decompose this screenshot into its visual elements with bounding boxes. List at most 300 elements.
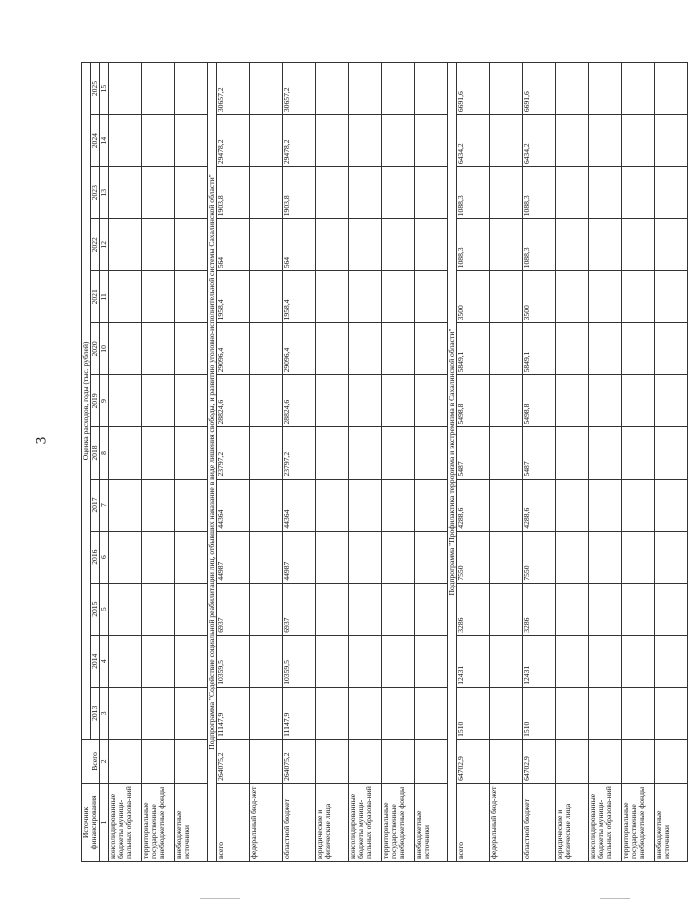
value-cell: [621, 427, 654, 479]
value-cell: [414, 687, 447, 739]
value-cell: 1088,3: [456, 219, 489, 271]
value-cell: 1088,3: [522, 167, 555, 219]
value-cell: [381, 687, 414, 739]
value-cell: [414, 323, 447, 375]
value-cell: [141, 479, 174, 531]
column-number: 5: [99, 583, 108, 635]
value-cell: [249, 739, 282, 783]
column-number: 8: [99, 427, 108, 479]
value-cell: [414, 63, 447, 115]
value-cell: [141, 323, 174, 375]
value-cell: [489, 115, 522, 167]
value-cell: 4288,6: [456, 479, 489, 531]
value-cell: [381, 583, 414, 635]
value-cell: [108, 739, 141, 783]
value-cell: 5498,8: [456, 375, 489, 427]
value-cell: [381, 427, 414, 479]
value-cell: [414, 115, 447, 167]
value-cell: [588, 375, 621, 427]
value-cell: [315, 63, 348, 115]
value-cell: [654, 63, 687, 115]
year-header: 2016: [91, 531, 100, 583]
column-number: 7: [99, 479, 108, 531]
value-cell: [414, 635, 447, 687]
value-cell: [174, 479, 207, 531]
table-row: [141, 63, 174, 862]
value-cell: [654, 427, 687, 479]
value-cell: [108, 167, 141, 219]
value-cell: [348, 531, 381, 583]
column-number: 10: [99, 323, 108, 375]
row-label: консолидированные бюджеты муници-пальных образова-ний: [348, 783, 381, 861]
value-cell: 1088,3: [522, 219, 555, 271]
table-row: [555, 63, 588, 862]
value-cell: [348, 635, 381, 687]
column-number: 6: [99, 531, 108, 583]
value-cell: [489, 583, 522, 635]
row-label: внебюджетные источники: [174, 783, 207, 861]
value-cell: [489, 479, 522, 531]
value-cell: [141, 63, 174, 115]
value-cell: [348, 583, 381, 635]
row-label: областной бюджет: [522, 783, 555, 861]
table-row: [621, 63, 654, 862]
value-cell: 1958,4: [282, 271, 315, 323]
value-cell: [555, 583, 588, 635]
column-number: 15: [99, 63, 108, 115]
table-row: [456, 63, 489, 862]
value-cell: [414, 427, 447, 479]
value-cell: [654, 687, 687, 739]
value-cell: [381, 115, 414, 167]
value-cell: [489, 427, 522, 479]
value-cell: [348, 375, 381, 427]
value-cell: 1903,8: [216, 167, 249, 219]
value-cell: [489, 219, 522, 271]
value-cell: [555, 167, 588, 219]
value-cell: 64702,9: [456, 739, 489, 783]
column-number: 13: [99, 167, 108, 219]
value-cell: [249, 271, 282, 323]
value-cell: [315, 635, 348, 687]
table-row: [489, 63, 522, 862]
value-cell: [621, 167, 654, 219]
value-cell: [315, 219, 348, 271]
value-cell: 6434,2: [522, 115, 555, 167]
value-cell: [381, 635, 414, 687]
table-row: [522, 63, 555, 862]
value-cell: [108, 427, 141, 479]
value-cell: [141, 583, 174, 635]
value-cell: 29478,2: [282, 115, 315, 167]
value-cell: [348, 219, 381, 271]
value-cell: 5487: [522, 427, 555, 479]
value-cell: [108, 583, 141, 635]
value-cell: [348, 63, 381, 115]
value-cell: 264075,2: [282, 739, 315, 783]
value-cell: [174, 635, 207, 687]
value-cell: [315, 687, 348, 739]
value-cell: [108, 531, 141, 583]
table-row: [216, 63, 249, 862]
year-header: 2024: [91, 115, 100, 167]
value-cell: [174, 427, 207, 479]
value-cell: [315, 531, 348, 583]
value-cell: [108, 375, 141, 427]
page-number: 3: [33, 436, 50, 445]
value-cell: 6691,6: [522, 63, 555, 115]
year-header: 2021: [91, 271, 100, 323]
year-header: 2017: [91, 479, 100, 531]
value-cell: [249, 219, 282, 271]
value-cell: 5849,1: [456, 323, 489, 375]
value-cell: [621, 635, 654, 687]
value-cell: 12431: [456, 635, 489, 687]
value-cell: [249, 635, 282, 687]
value-cell: [381, 739, 414, 783]
value-cell: [315, 323, 348, 375]
value-cell: [654, 167, 687, 219]
value-cell: [414, 479, 447, 531]
row-label: территориальные государственные внебюджетные фонды: [381, 783, 414, 861]
value-cell: [588, 479, 621, 531]
year-header: 2019: [91, 375, 100, 427]
value-cell: [654, 323, 687, 375]
value-cell: 29478,2: [216, 115, 249, 167]
value-cell: 44364: [282, 479, 315, 531]
value-cell: [621, 583, 654, 635]
value-cell: 1510: [522, 687, 555, 739]
value-cell: 3500: [456, 271, 489, 323]
value-cell: [588, 271, 621, 323]
value-cell: 1088,3: [456, 167, 489, 219]
year-header: 2022: [91, 219, 100, 271]
value-cell: 264075,2: [216, 739, 249, 783]
row-label: юридические и физические лица: [315, 783, 348, 861]
value-cell: 5498,8: [522, 375, 555, 427]
value-cell: [174, 219, 207, 271]
column-number: 12: [99, 219, 108, 271]
year-header: 2015: [91, 583, 100, 635]
value-cell: [489, 531, 522, 583]
value-cell: [381, 323, 414, 375]
value-cell: 29096,4: [216, 323, 249, 375]
value-cell: [588, 323, 621, 375]
row-label: территориальные государственные внебюджетные фонды: [621, 783, 654, 861]
value-cell: [555, 479, 588, 531]
value-cell: [654, 115, 687, 167]
value-cell: 44987: [282, 531, 315, 583]
value-cell: [621, 323, 654, 375]
value-cell: [588, 739, 621, 783]
subprogram-title: Подпрограмма "Содействие социальной реабилитации лиц, отбывших наказание в виде лишения свободы, и развитию уголовно-исполнительной системы Сахалинской области": [207, 63, 216, 862]
value-cell: [348, 427, 381, 479]
value-cell: [489, 271, 522, 323]
value-cell: [174, 115, 207, 167]
value-cell: [588, 167, 621, 219]
table-row: [249, 63, 282, 862]
value-cell: [141, 531, 174, 583]
value-cell: 23797,2: [216, 427, 249, 479]
value-cell: [654, 271, 687, 323]
value-cell: [174, 63, 207, 115]
table-row: [348, 63, 381, 862]
value-cell: 28824,6: [282, 375, 315, 427]
row-label: федеральный бюд-жет: [249, 783, 282, 861]
subprogram-title: Подпрограмма "Профилактика терроризма и экстремизма в Сахалинской области": [447, 63, 456, 862]
value-cell: [654, 479, 687, 531]
scan-mark: [200, 898, 240, 899]
column-number: 1: [99, 783, 108, 861]
table-row: [174, 63, 207, 862]
value-cell: 1510: [456, 687, 489, 739]
value-cell: 23797,2: [282, 427, 315, 479]
header-group: Оценка расходов, годы (тыс. рублей): [82, 63, 91, 740]
value-cell: 7550: [522, 531, 555, 583]
value-cell: [141, 739, 174, 783]
value-cell: [621, 271, 654, 323]
table-row: [282, 63, 315, 862]
value-cell: [381, 63, 414, 115]
value-cell: [555, 531, 588, 583]
value-cell: [315, 583, 348, 635]
value-cell: 11147,9: [282, 687, 315, 739]
value-cell: [381, 271, 414, 323]
value-cell: [249, 583, 282, 635]
value-cell: [381, 479, 414, 531]
table-row: [381, 63, 414, 862]
value-cell: [414, 219, 447, 271]
value-cell: [348, 739, 381, 783]
value-cell: [249, 427, 282, 479]
value-cell: [249, 323, 282, 375]
value-cell: [141, 167, 174, 219]
value-cell: [414, 739, 447, 783]
value-cell: [654, 739, 687, 783]
value-cell: [315, 479, 348, 531]
year-header: 2025: [91, 63, 100, 115]
value-cell: [489, 323, 522, 375]
value-cell: [654, 531, 687, 583]
value-cell: 1958,4: [216, 271, 249, 323]
value-cell: [174, 271, 207, 323]
value-cell: [348, 479, 381, 531]
header-total: Всего: [82, 739, 100, 783]
value-cell: [588, 635, 621, 687]
value-cell: [489, 167, 522, 219]
column-number: 2: [99, 739, 108, 783]
value-cell: [414, 271, 447, 323]
value-cell: [249, 375, 282, 427]
value-cell: [588, 687, 621, 739]
value-cell: 5849,1: [522, 323, 555, 375]
value-cell: [348, 687, 381, 739]
row-label: юридические и физические лица: [555, 783, 588, 861]
value-cell: 4288,6: [522, 479, 555, 531]
value-cell: [621, 375, 654, 427]
year-header: 2020: [91, 323, 100, 375]
value-cell: [348, 271, 381, 323]
financing-table: [81, 62, 688, 862]
value-cell: [141, 271, 174, 323]
value-cell: 3500: [522, 271, 555, 323]
value-cell: 6937: [216, 583, 249, 635]
value-cell: [348, 167, 381, 219]
value-cell: 10359,5: [282, 635, 315, 687]
value-cell: 3286: [456, 583, 489, 635]
value-cell: [489, 63, 522, 115]
table-row: [588, 63, 621, 862]
value-cell: [141, 635, 174, 687]
value-cell: [588, 531, 621, 583]
value-cell: [555, 115, 588, 167]
value-cell: [174, 687, 207, 739]
value-cell: [141, 687, 174, 739]
row-label: консолидированные бюджеты муници-пальных образова-ний: [588, 783, 621, 861]
value-cell: 11147,9: [216, 687, 249, 739]
value-cell: [108, 219, 141, 271]
value-cell: [174, 375, 207, 427]
value-cell: [621, 479, 654, 531]
value-cell: [489, 687, 522, 739]
value-cell: [555, 323, 588, 375]
value-cell: 30657,2: [216, 63, 249, 115]
row-label: всего: [456, 783, 489, 861]
column-number: 14: [99, 115, 108, 167]
value-cell: [654, 375, 687, 427]
value-cell: [621, 219, 654, 271]
scan-mark: [600, 898, 630, 899]
value-cell: 5487: [456, 427, 489, 479]
value-cell: [588, 63, 621, 115]
row-label: областной бюджет: [282, 783, 315, 861]
value-cell: [108, 115, 141, 167]
value-cell: 564: [282, 219, 315, 271]
value-cell: [315, 271, 348, 323]
value-cell: [555, 739, 588, 783]
value-cell: [555, 687, 588, 739]
value-cell: 1903,8: [282, 167, 315, 219]
value-cell: [381, 167, 414, 219]
value-cell: [108, 479, 141, 531]
value-cell: [588, 219, 621, 271]
value-cell: [621, 63, 654, 115]
value-cell: 44364: [216, 479, 249, 531]
value-cell: 44987: [216, 531, 249, 583]
value-cell: [555, 375, 588, 427]
value-cell: [108, 323, 141, 375]
value-cell: [414, 531, 447, 583]
value-cell: [315, 739, 348, 783]
column-number: 11: [99, 271, 108, 323]
row-label: территориальные государственные внебюджетные фонды: [141, 783, 174, 861]
table-row: [414, 63, 447, 862]
value-cell: 10359,5: [216, 635, 249, 687]
value-cell: [621, 531, 654, 583]
value-cell: [381, 531, 414, 583]
value-cell: [654, 583, 687, 635]
value-cell: [489, 739, 522, 783]
value-cell: [621, 739, 654, 783]
value-cell: [108, 687, 141, 739]
value-cell: [249, 167, 282, 219]
column-number: 4: [99, 635, 108, 687]
value-cell: [381, 219, 414, 271]
value-cell: [489, 375, 522, 427]
value-cell: [555, 271, 588, 323]
value-cell: [108, 635, 141, 687]
value-cell: [141, 115, 174, 167]
table-row: [654, 63, 687, 862]
value-cell: [174, 323, 207, 375]
column-number: 3: [99, 687, 108, 739]
value-cell: [174, 583, 207, 635]
value-cell: [315, 115, 348, 167]
table-row: [315, 63, 348, 862]
value-cell: [141, 375, 174, 427]
value-cell: [174, 167, 207, 219]
value-cell: 28824,6: [216, 375, 249, 427]
value-cell: [555, 63, 588, 115]
value-cell: [249, 63, 282, 115]
year-header: 2018: [91, 427, 100, 479]
value-cell: [588, 583, 621, 635]
value-cell: [414, 583, 447, 635]
value-cell: [414, 167, 447, 219]
row-label: федеральный бюд-жет: [489, 783, 522, 861]
value-cell: [414, 375, 447, 427]
value-cell: [249, 687, 282, 739]
value-cell: 564: [216, 219, 249, 271]
value-cell: [315, 375, 348, 427]
value-cell: [621, 687, 654, 739]
value-cell: [621, 115, 654, 167]
value-cell: 6937: [282, 583, 315, 635]
value-cell: [654, 635, 687, 687]
row-label: внебюджетные источники: [414, 783, 447, 861]
value-cell: 64702,9: [522, 739, 555, 783]
value-cell: [588, 427, 621, 479]
value-cell: [381, 375, 414, 427]
year-header: 2023: [91, 167, 100, 219]
value-cell: [141, 427, 174, 479]
year-header: 2013: [91, 687, 100, 739]
value-cell: 6434,2: [456, 115, 489, 167]
value-cell: [555, 219, 588, 271]
value-cell: [315, 167, 348, 219]
value-cell: [141, 219, 174, 271]
header-source: Источник финансирования: [82, 783, 100, 861]
value-cell: [249, 479, 282, 531]
value-cell: [348, 323, 381, 375]
value-cell: [249, 115, 282, 167]
row-label: консолидированные бюджеты муници-пальных образова-ний: [108, 783, 141, 861]
value-cell: [174, 739, 207, 783]
value-cell: [108, 63, 141, 115]
rotated-table-container: [81, 62, 671, 862]
value-cell: [108, 271, 141, 323]
value-cell: [315, 427, 348, 479]
value-cell: [555, 635, 588, 687]
value-cell: 6691,6: [456, 63, 489, 115]
value-cell: [489, 635, 522, 687]
value-cell: 7550: [456, 531, 489, 583]
column-number: 9: [99, 375, 108, 427]
table-row: [108, 63, 141, 862]
value-cell: 3286: [522, 583, 555, 635]
row-label: всего: [216, 783, 249, 861]
value-cell: [654, 219, 687, 271]
